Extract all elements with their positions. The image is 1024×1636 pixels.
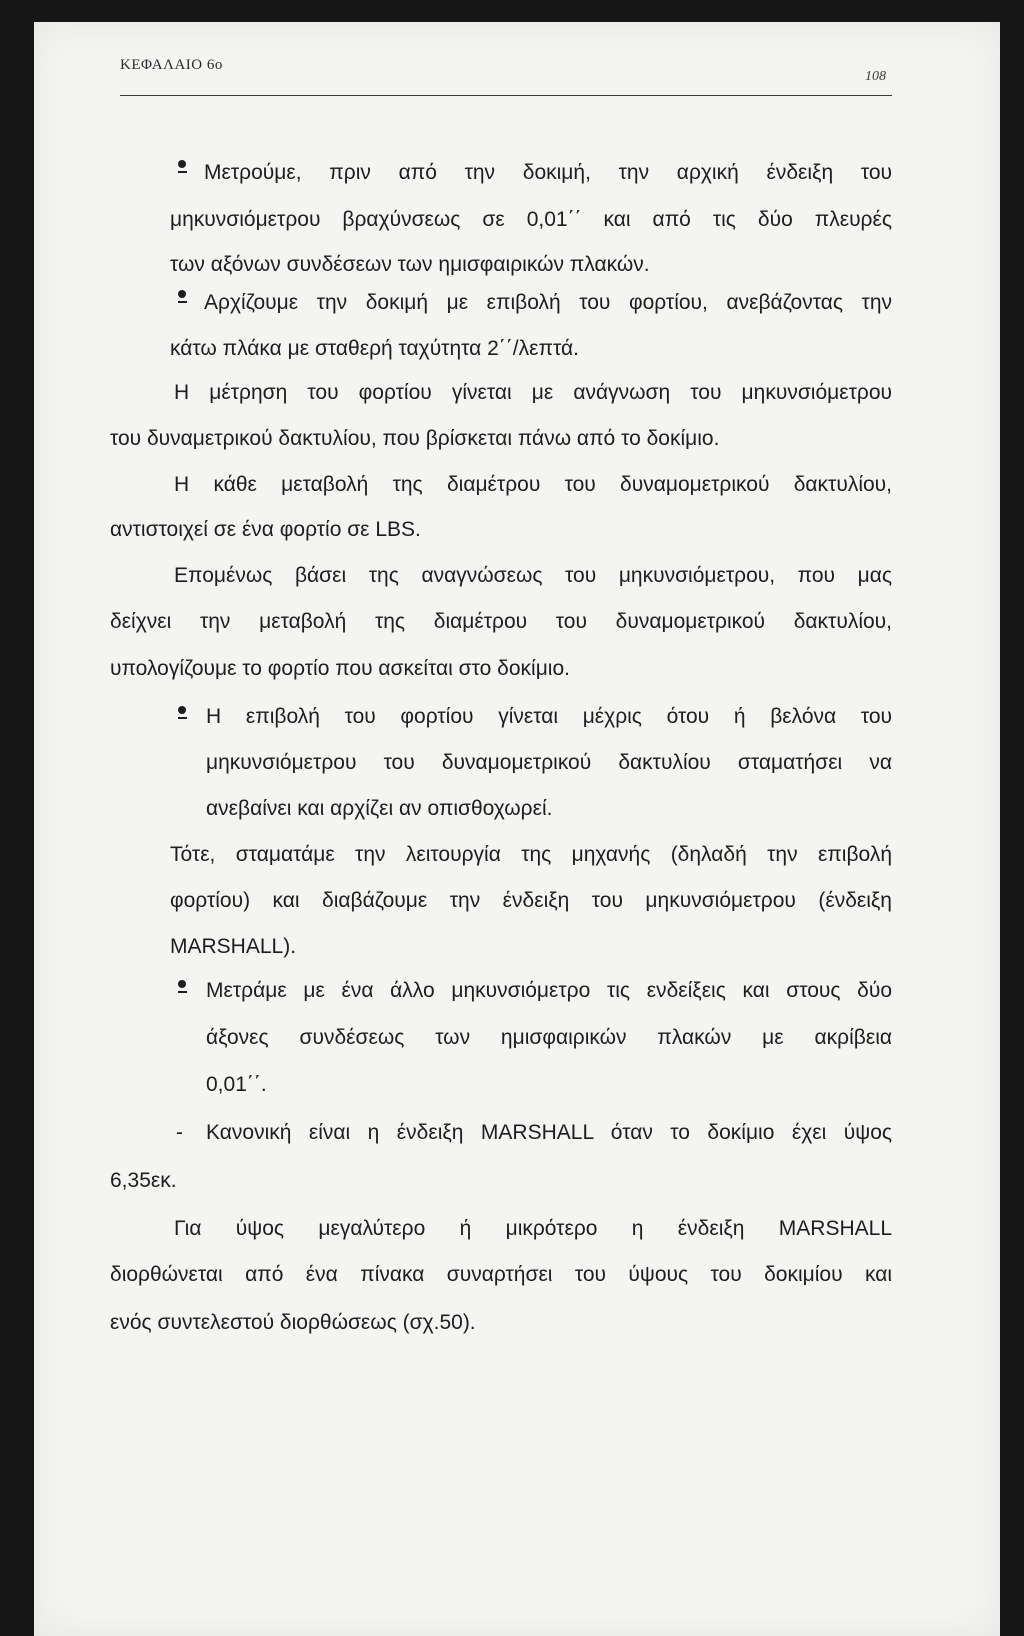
text-line: φορτίου) και διαβάζουμε την ένδειξη του μηκυνσιόμετρου (ένδειξη — [170, 889, 892, 912]
page-header — [120, 47, 892, 96]
text-line: κάτω πλάκα με σταθερή ταχύτητα 2΄΄/λεπτά. — [170, 337, 579, 360]
bullet-icon — [178, 290, 187, 303]
text-line: Κανονική είναι η ένδειξη MARSHALL όταν το δοκίμιο έχει ύψος — [206, 1121, 892, 1144]
text-line: Η μέτρηση του φορτίου γίνεται με ανάγνωση του μηκυνσιόμετρου — [174, 381, 892, 404]
chapter-title: ΚΕΦΑΛΑΙΟ 6ο — [120, 57, 223, 73]
text-line: αντιστοιχεί σε ένα φορτίο σε LBS. — [110, 518, 421, 541]
text-line: Επομένως βάσει της αναγνώσεως του μηκυνσιόμετρου, που μας — [174, 564, 892, 587]
text-line: Η κάθε μεταβολή της διαμέτρου του δυναμομετρικού δακτυλίου, — [174, 473, 892, 496]
dash-marker: - — [176, 1121, 183, 1144]
text-line: άξονες συνδέσεως των ημισφαιρικών πλακών με ακρίβεια — [206, 1026, 892, 1049]
text-line: Μετρούμε, πριν από την δοκιμή, την αρχική ένδειξη του — [204, 161, 892, 184]
text-line: Τότε, σταματάμε την λειτουργία της μηχανής (δηλαδή την επιβολή — [170, 843, 892, 866]
text-line: του δυναμετρικού δακτυλίου, που βρίσκεται πάνω από το δοκίμιο. — [110, 427, 720, 450]
text-line: ανεβαίνει και αρχίζει αν οπισθοχωρεί. — [206, 797, 553, 820]
bullet-icon — [178, 160, 187, 173]
bullet-icon — [178, 706, 187, 719]
text-line: Η επιβολή του φορτίου γίνεται μέχρις ότου ή βελόνα του — [206, 705, 892, 728]
text-line: Για ύψος μεγαλύτερο ή μικρότερο η ένδειξη MARSHALL — [174, 1217, 892, 1240]
text-line: ενός συντελεστού διορθώσεως (σχ.50). — [110, 1311, 476, 1334]
text-line: Μετράμε με ένα άλλο μηκυνσιόμετρο τις ενδείξεις και στους δύο — [206, 979, 892, 1002]
text-line: 0,01΄΄. — [206, 1073, 267, 1096]
text-line: των αξόνων συνδέσεων των ημισφαιρικών πλακών. — [170, 253, 650, 276]
bullet-icon — [178, 980, 187, 993]
text-line: Αρχίζουμε την δοκιμή με επιβολή του φορτίου, ανεβάζοντας την — [204, 291, 892, 314]
text-line: διορθώνεται από ένα πίνακα συναρτήσει του ύψους του δοκιμίου και — [110, 1263, 892, 1286]
text-line: δείχνει την μεταβολή της διαμέτρου του δυναμομετρικού δακτυλίου, — [110, 610, 892, 633]
text-line: MARSHALL). — [170, 935, 297, 958]
text-line: υπολογίζουμε το φορτίο που ασκείται στο δοκίμιο. — [110, 657, 570, 680]
page-number: 108 — [865, 69, 886, 84]
text-line: μηκυνσιόμετρου του δυναμομετρικού δακτυλίου σταματήσει να — [206, 751, 892, 774]
text-line: 6,35εκ. — [110, 1169, 177, 1192]
text-line: μηκυνσιόμετρου βραχύνσεως σε 0,01΄΄ και από τις δύο πλευρές — [170, 208, 892, 231]
